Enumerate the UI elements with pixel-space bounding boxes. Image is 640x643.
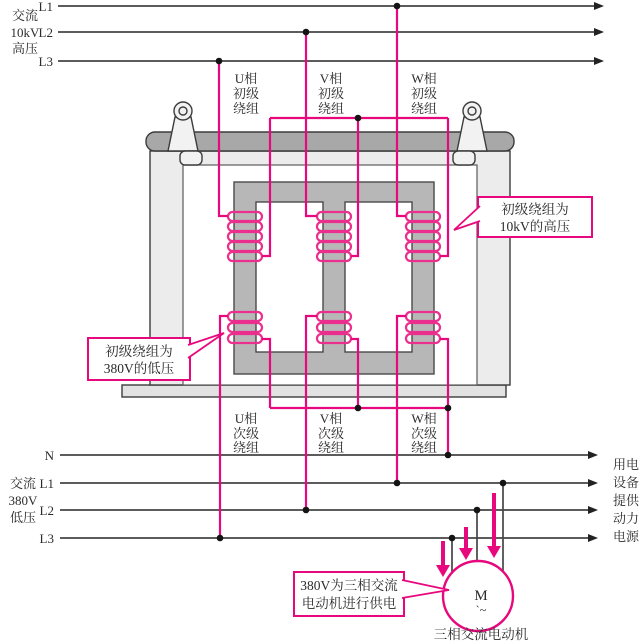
lv-line-label-n: N bbox=[44, 448, 54, 463]
callout-motor-text: 电动机进行供电 bbox=[301, 596, 397, 611]
lv-block-line: 低压 bbox=[9, 510, 37, 525]
secondary-winding-labels bbox=[233, 411, 437, 455]
primary-label-v: V相 bbox=[319, 71, 343, 86]
callout-motor bbox=[294, 572, 449, 616]
core-window-left bbox=[256, 202, 323, 352]
secondary-label-w: 绕组 bbox=[410, 440, 438, 455]
core-window-right bbox=[345, 202, 412, 352]
lv-block-line: 交流 bbox=[9, 476, 37, 491]
lv-right-note: 设备 bbox=[612, 475, 640, 490]
secondary-label-w: W相 bbox=[411, 411, 437, 426]
lv-bus-lines bbox=[60, 451, 598, 542]
callout-secondary-text: 初级绕组为 bbox=[105, 344, 173, 359]
primary-label-v: 绕组 bbox=[317, 101, 345, 116]
lv-line-label-l2: L2 bbox=[39, 503, 54, 518]
hv-bus-lines bbox=[58, 2, 604, 65]
callout-primary-text: 10kV的高压 bbox=[499, 219, 571, 234]
hv-block-line: 10kV bbox=[10, 25, 40, 40]
primary-winding-labels bbox=[233, 71, 437, 116]
lv-block-line: 380V bbox=[8, 493, 38, 508]
secondary-label-u: 绕组 bbox=[232, 440, 260, 455]
primary-label-u: 初级 bbox=[232, 86, 260, 101]
hv-labels bbox=[11, 0, 53, 69]
secondary-label-v: V相 bbox=[319, 411, 343, 426]
hv-line-label-l1: L1 bbox=[38, 0, 53, 14]
primary-label-w: 绕组 bbox=[410, 101, 438, 116]
lv-right-note: 用电 bbox=[612, 457, 640, 472]
lv-right-note: 动力 bbox=[612, 511, 640, 526]
primary-label-w: W相 bbox=[411, 71, 437, 86]
primary-label-u: 绕组 bbox=[232, 101, 260, 116]
lv-line-label-l3: L3 bbox=[39, 531, 54, 546]
hv-block-line: 高压 bbox=[11, 41, 39, 56]
callout-motor-text: 380V为三相交流 bbox=[300, 578, 398, 593]
motor-caption: 三相交流电动机 bbox=[433, 627, 529, 642]
callout-primary-text: 初级绕组为 bbox=[501, 202, 569, 217]
primary-label-u: U相 bbox=[234, 71, 258, 86]
hv-line-label-l2: L2 bbox=[38, 25, 53, 40]
secondary-label-u: 次级 bbox=[232, 426, 260, 441]
lv-right-note: 提供 bbox=[612, 493, 640, 508]
secondary-label-v: 次级 bbox=[317, 426, 345, 441]
hv-block-line: 交流 bbox=[11, 8, 39, 23]
primary-label-v: 初级 bbox=[317, 86, 345, 101]
secondary-label-v: 绕组 bbox=[317, 440, 345, 455]
motor-symbol: M bbox=[474, 588, 488, 604]
lv-labels bbox=[9, 448, 640, 546]
hv-line-label-l3: L3 bbox=[38, 54, 53, 69]
motor-symbol-sub: `~ bbox=[475, 603, 487, 617]
primary-label-w: 初级 bbox=[410, 86, 438, 101]
secondary-label-w: 次级 bbox=[410, 426, 438, 441]
callout-secondary-text: 380V的低压 bbox=[103, 361, 175, 376]
lv-line-label-l1: L1 bbox=[39, 476, 54, 491]
secondary-label-u: U相 bbox=[234, 411, 258, 426]
lv-right-note: 电源 bbox=[612, 529, 640, 544]
